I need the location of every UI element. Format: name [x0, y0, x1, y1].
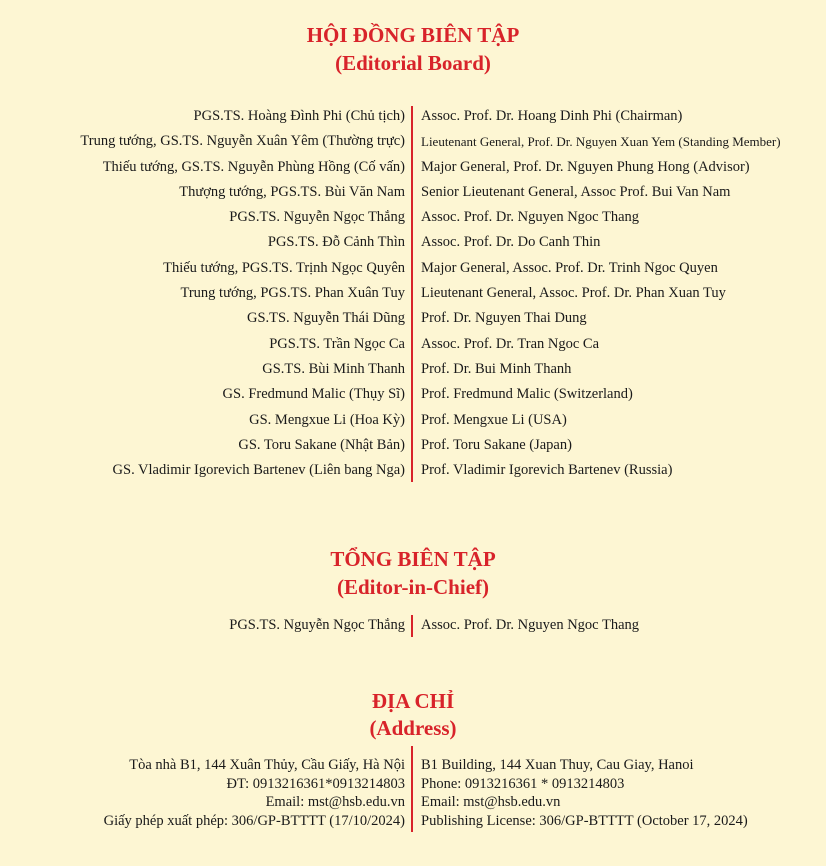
member-name-vi: GS.TS. Bùi Minh Thanh: [262, 360, 405, 377]
member-name-en: Prof. Dr. Nguyen Thai Dung: [421, 310, 587, 327]
member-name-vi: PGS.TS. Hoàng Đình Phi (Chủ tịch): [193, 108, 405, 124]
member-row: [0, 433, 826, 458]
member-name-vi: GS. Toru Sakane (Nhật Bản): [238, 436, 405, 453]
address-line-en: B1 Building, 144 Xuan Thuy, Cau Giay, Hanoi: [421, 757, 694, 773]
member-name-en: Lieutenant General, Assoc. Prof. Dr. Phan Xuan Tuy: [421, 285, 726, 302]
member-row: [0, 382, 826, 407]
member-row: [0, 357, 826, 382]
member-row: [0, 408, 826, 433]
member-name-vi: GS. Vladimir Igorevich Bartenev (Liên bang Nga): [112, 462, 405, 479]
member-name-vi: PGS.TS. Đỗ Cảnh Thìn: [267, 234, 405, 251]
email-en: Email: mst@hsb.edu.vn: [421, 794, 561, 811]
member-row: [0, 205, 826, 230]
member-row: [0, 129, 826, 154]
address-title-en: (Address): [369, 716, 457, 740]
member-name-vi: GS.TS. Nguyễn Thái Dũng: [246, 310, 405, 327]
editor-in-chief-block: [0, 613, 826, 638]
member-row: [0, 180, 826, 205]
member-name-vi: PGS.TS. Trần Ngọc Ca: [269, 335, 405, 352]
member-name-en: Prof. Vladimir Igorevich Bartenev (Russia): [421, 462, 673, 479]
member-name-vi: Thượng tướng, PGS.TS. Bùi Văn Nam: [179, 183, 405, 200]
email-row: [0, 793, 826, 812]
member-row: [0, 104, 826, 129]
license-en: Publishing License: 306/GP-BTTTT (October 17, 2024): [421, 813, 748, 830]
member-name-en: Prof. Fredmund Malic (Switzerland): [421, 386, 633, 403]
editorial-board-list: [0, 104, 826, 483]
member-name-en: Prof. Toru Sakane (Japan): [421, 436, 572, 453]
member-name-vi: Trung tướng, PGS.TS. Phan Xuân Tuy: [180, 285, 405, 302]
member-name-vi: Trung tướng, GS.TS. Nguyễn Xuân Yêm (Thường trực): [80, 133, 405, 150]
editor-in-chief-title-vi: TỔNG BIÊN TẬP: [330, 547, 496, 571]
member-row: [0, 332, 826, 357]
member-row: [0, 458, 826, 483]
editor-in-chief-title-en: (Editor-in-Chief): [336, 575, 490, 599]
address-row: [0, 756, 826, 775]
member-name-vi: PGS.TS. Nguyễn Ngọc Thắng: [229, 209, 405, 226]
address-block: [0, 756, 826, 831]
editor-in-chief-name-en: Assoc. Prof. Dr. Nguyen Ngoc Thang: [421, 617, 640, 633]
address-title-vi: ĐỊA CHỈ: [371, 689, 455, 713]
address-line-vi: Tòa nhà B1, 144 Xuân Thủy, Cầu Giấy, Hà Nội: [129, 757, 405, 773]
member-name-en: Major General, Assoc. Prof. Dr. Trinh Ngoc Quyen: [421, 259, 718, 276]
member-name-en: Assoc. Prof. Dr. Hoang Dinh Phi (Chairman): [421, 108, 683, 124]
license-row: [0, 812, 826, 831]
member-row: [0, 155, 826, 180]
member-name-en: Assoc. Prof. Dr. Do Canh Thin: [421, 234, 601, 251]
phone-vi: ĐT: 0913216361*0913214803: [226, 775, 405, 792]
license-vi: Giấy phép xuất phép: 306/GP-BTTTT (17/10/2024): [103, 813, 405, 830]
email-vi: Email: mst@hsb.edu.vn: [265, 794, 405, 811]
editorial-board-title-en: (Editorial Board): [335, 51, 491, 75]
member-name-en: Prof. Mengxue Li (USA): [421, 411, 567, 428]
member-name-vi: Thiếu tướng, PGS.TS. Trịnh Ngọc Quyên: [163, 259, 405, 276]
member-row: [0, 281, 826, 306]
editorial-board-title-vi: HỘI ĐỒNG BIÊN TẬP: [306, 23, 520, 47]
member-name-en: Major General, Prof. Dr. Nguyen Phung Hong (Advisor): [421, 158, 750, 175]
member-name-en: Lieutenant General, Prof. Dr. Nguyen Xuan Yem (Standing Member): [421, 134, 781, 150]
member-row: [0, 256, 826, 281]
phone-en: Phone: 0913216361 * 0913214803: [421, 775, 625, 792]
member-name-en: Assoc. Prof. Dr. Tran Ngoc Ca: [421, 335, 600, 352]
member-name-en: Senior Lieutenant General, Assoc Prof. Bui Van Nam: [421, 183, 731, 200]
member-name-en: Prof. Dr. Bui Minh Thanh: [421, 360, 572, 377]
member-row: [0, 230, 826, 255]
member-name-vi: Thiếu tướng, GS.TS. Nguyễn Phùng Hồng (Cố vấn): [102, 158, 405, 175]
member-row: [0, 306, 826, 331]
member-name-en: Assoc. Prof. Dr. Nguyen Ngoc Thang: [421, 209, 640, 226]
editor-in-chief-name-vi: PGS.TS. Nguyễn Ngọc Thắng: [229, 617, 405, 633]
phone-row: [0, 775, 826, 794]
editor-in-chief-row: [0, 613, 826, 638]
member-name-vi: GS. Fredmund Malic (Thụy Sĩ): [222, 386, 405, 403]
member-name-vi: GS. Mengxue Li (Hoa Kỳ): [249, 411, 405, 428]
